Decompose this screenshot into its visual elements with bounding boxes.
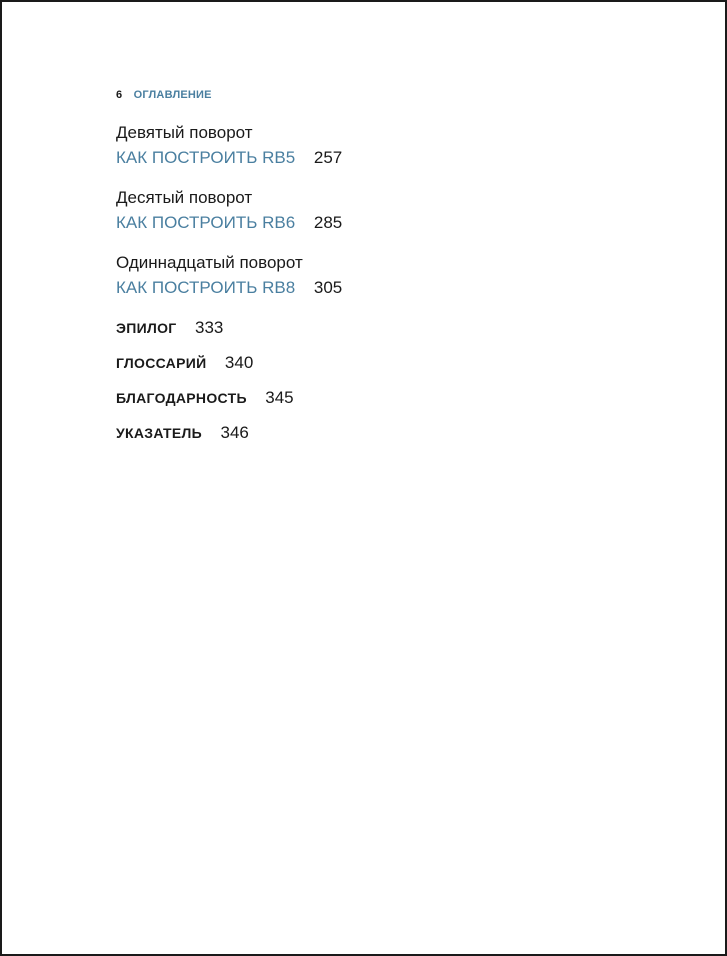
chapter-page-number: 305 [313, 278, 343, 297]
section-title: ОГЛАВЛЕНИЕ [133, 89, 212, 101]
item-page-number: 346 [220, 423, 249, 442]
page-number: 6 [116, 89, 123, 101]
item-page-number: 333 [195, 318, 224, 337]
chapter-title: КАК ПОСТРОИТЬ RB5 [116, 148, 296, 167]
toc-entry-chapter-11[interactable] [116, 252, 342, 299]
chapter-turn-label: Девятый поворот [116, 123, 253, 142]
chapter-turn-label: Десятый поворот [116, 188, 253, 207]
toc-entry-acknowledgements[interactable] [116, 388, 294, 409]
chapter-turn-label: Одиннадцатый поворот [116, 253, 303, 272]
toc-entry-glossary[interactable] [116, 353, 253, 374]
chapter-title: КАК ПОСТРОИТЬ RB8 [116, 278, 296, 297]
item-title: ГЛОССАРИЙ [116, 355, 207, 371]
item-page-number: 340 [224, 353, 254, 372]
chapter-page-number: 257 [313, 148, 343, 167]
chapter-title: КАК ПОСТРОИТЬ RB6 [116, 213, 296, 232]
toc-entry-chapter-9[interactable] [116, 122, 342, 169]
item-title: ЭПИЛОГ [116, 320, 177, 336]
toc-entry-chapter-10[interactable] [116, 187, 342, 234]
item-page-number: 345 [265, 388, 294, 407]
item-title: УКАЗАТЕЛЬ [116, 425, 203, 441]
running-header [116, 88, 212, 102]
toc-entry-epilogue[interactable] [116, 318, 223, 339]
item-title: БЛАГОДАРНОСТЬ [116, 390, 247, 406]
chapter-page-number: 285 [313, 213, 343, 232]
toc-entry-index[interactable] [116, 423, 249, 444]
